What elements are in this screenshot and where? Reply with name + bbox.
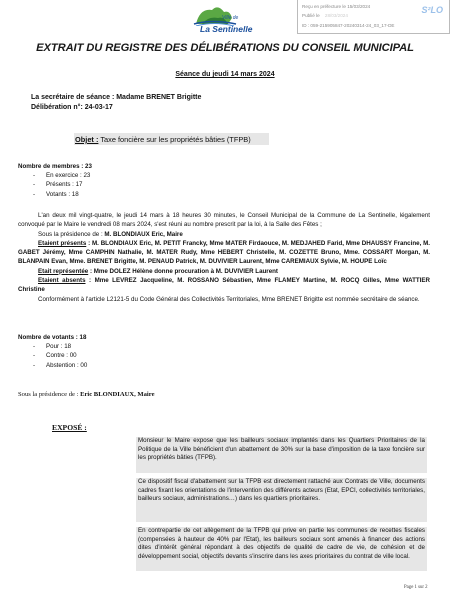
stamp-published-date: 28/03/2024 [324, 13, 348, 18]
expose-paragraph-2: Ce dispositif fiscal d'abattement sur la TFPB est directement rattaché aux Contrats de Ville, documents cadres fixant les orientations de l'intervention des différents acteurs (Etat, EPCI, collectivités territoriales, bailleurs sociaux, administrations…) dans les quartiers prioritaires. [136, 478, 427, 522]
document-page: Ville de La Sentinelle Reçu en préfecture le 15/03/2024 Publié le 28/03/2024 ID : 059-215905847-20240314-24_03_17-DE S²LO EXTRAIT DU REGISTRE DES DÉLIBÉRATIONS DU CONSEIL MUNICIPAL Séance du jeudi 14 mars 2024 La secrétaire de séance : Madame BRENET Brigitte Délibération n°: 24-03-17 Objet : Taxe foncière sur les propriétés bâties (TFPB) Nombre de membres : 23 - En exercice : 23 - Présents : 17 - Votants : 18 L'an deux mil vingt-quatre, le jeudi 14 mars à 18 heures 30 minutes, le Conseil Municipal de la Commune de La Sentinelle, légalement convoqué par le Maire le vendredi 08 mars 2024, s'est réuni au nombre prescrit par la loi, à la Salle des Fêtes ; Sous la présidence de : M. BLONDIAUX Eric, Maire Etaient présents : M. BLONDIAUX Eric, M. PETIT Francky, Mme MATER Firdaouce, M. MEDJAHED Farid, Mme DHAUSSY Francine, M. GABET Jérémy, Mme CAMPHIN Nathalie, M. MATER Rudy, Mme HEBERT Christelle, M. COZETTE Bruno, Mme. COSSART Morgan, M. BLANPAIN Evan, Mme. BRENET Brigitte, M. PENAUD Patrick, M. DUVIVIER Laurent, Mme CAREMIAUX Sylvie, M. HOUPE Loïc Etait représentée : Mme DOLEZ Hélène donne procuration à M. DUVIVIER Laurent Etaient absents : Mme LEVREZ Jacqueline, M. ROSSANO Sébastien, Mme FLAMEY Martine, M. ROCQ Gilles, Mme WATTIER Christine Conformément à l'article L2121-5 du Code Général des Collectivités Territoriales, Mme BRENET Brigitte est nommée secrétaire de séance. Nombre de votants : 18 - Pour : 18 - Contre : 00 - Abstention : 00 Sous la présidence de : Eric BLONDIAUX, Maire EXPOSÉ : Monsieur le Maire expose que les bailleurs sociaux implantés dans les Quartiers Prioritaires de la Politique de la Ville bénéficient d'un abattement de 30% sur la base d'imposition de la taxe foncière sur les propriétés bâties (TFPB). Ce dispositif fiscal d'abattement sur la TFPB est directement rattaché aux Contrats de Ville, documents cadres fixant les orientations de l'intervention des différents acteurs (Etat, EPCI, collectivités territoriales, bailleurs sociaux, administrations…) dans les quartiers prioritaires. En contrepartie de cet allègement de la TFPB qui prive en partie les communes de recettes fiscales (compensées à hauteur de 40% par l'Etat), les bailleurs sociaux sont amenés à financer des actions dites d'intérêt général répondant à des objectifs de qualité de cadre de vie, de cohésion et de développement social, objectifs devants s'inscrire dans les axes prioritaires du contrat de ville local. Page 1 sur 2 [0, 0, 450, 600]
absents-line: Etaient absents : Mme LEVREZ Jacqueline, M. ROSSANO Sébastien, Mme FLAMEY Martine, M. ROCQ Gilles, Mme WATTIER Christine [18, 277, 430, 294]
tree-icon [192, 2, 254, 26]
members-title: Nombre de membres : 23 [18, 163, 92, 170]
seance-date: Séance du jeudi 14 mars 2024 [175, 71, 275, 78]
secretaire-de-seance: La secrétaire de séance : Madame BRENET Brigitte [31, 94, 202, 101]
logo-name: La Sentinelle [200, 24, 253, 34]
objet-line [75, 135, 251, 144]
stamp-id: ID : 059-215905847-20240314-24_03_17-DE [302, 23, 395, 28]
presidence: Sous la présidence de : Eric BLONDIAUX, Maire [18, 391, 155, 398]
article-line: Conformément à l'article L2121-5 du Code Général des Collectivités Territoriales, Mme BRENET Brigitte est nommée secrétaire de séance. [38, 295, 420, 303]
prefecture-stamp [297, 0, 450, 34]
deliberation-number: Délibération n°: 24-03-17 [31, 104, 113, 111]
presents-line: Etaient présents : M. BLONDIAUX Eric, M. PETIT Francky, Mme MATER Firdaouce, M. MEDJAHED Farid, Mme DHAUSSY Francine, M. GABET Jérémy, Mme CAMPHIN Nathalie, M. MATER Rudy, Mme HEBERT Christelle, M. COZETTE Bruno, Mme. COSSART Morgan, M. BLANPAIN Evan, Mme. BRENET Brigitte, M. PENAUD Patrick, M. DUVIVIER Laurent, Mme CAREMIAUX Sylvie, M. HOUPE Loïc [18, 239, 430, 266]
presidence-line: Sous la présidence de : M. BLONDIAUX Eric, Maire [38, 230, 183, 238]
objet-text: Taxe foncière sur les propriétés bâties (TFPB) [98, 135, 251, 144]
stamp-received: Reçu en préfecture le 15/03/2024 [302, 4, 371, 9]
page-number: Page 1 sur 2 [404, 585, 428, 590]
logo-ville-de: Ville de [222, 15, 239, 21]
expose-paragraph-3: En contrepartie de cet allègement de la TFPB qui prive en partie les communes de recettes fiscales (compensées à hauteur de 40% par l'Etat), les bailleurs sociaux sont amenés à financer des actions dites d'intérêt général répondant à des objectifs de qualité de cadre de vie, de cohésion et de développement social, objectifs devants s'inscrire dans les axes prioritaires du contrat de ville local. [136, 527, 427, 571]
votants-title: Nombre de votants : 18 [18, 334, 87, 341]
represente-line: Etait représentée : Mme DOLEZ Hélène donne procuration à M. DUVIVIER Laurent [38, 267, 278, 275]
slo-logo: S²LO [421, 5, 443, 15]
page-title: EXTRAIT DU REGISTRE DES DÉLIBÉRATIONS DU CONSEIL MUNICIPAL [36, 42, 414, 54]
expose-heading: EXPOSÉ : [52, 423, 87, 432]
expose-paragraph-1: Monsieur le Maire expose que les bailleurs sociaux implantés dans les Quartiers Prioritaires de la Politique de la Ville bénéficient d'un abattement de 30% sur la base d'imposition de la taxe foncière sur les propriétés bâties (TFPB). [136, 437, 427, 473]
intro-text: L'an deux mil vingt-quatre, le jeudi 14 mars à 18 heures 30 minutes, le Conseil Municipal de la Commune de La Sentinelle, légalement convoqué par le Maire le vendredi 08 mars 2024, s'est réuni au nombre prescrit par la loi, à la Salle des Fêtes ; [18, 212, 430, 229]
city-logo [192, 2, 254, 38]
stamp-published-label: Publié le [302, 13, 320, 18]
stamp-published [302, 13, 348, 18]
session-paragraph [18, 211, 430, 304]
objet-label: Objet : [75, 135, 99, 144]
